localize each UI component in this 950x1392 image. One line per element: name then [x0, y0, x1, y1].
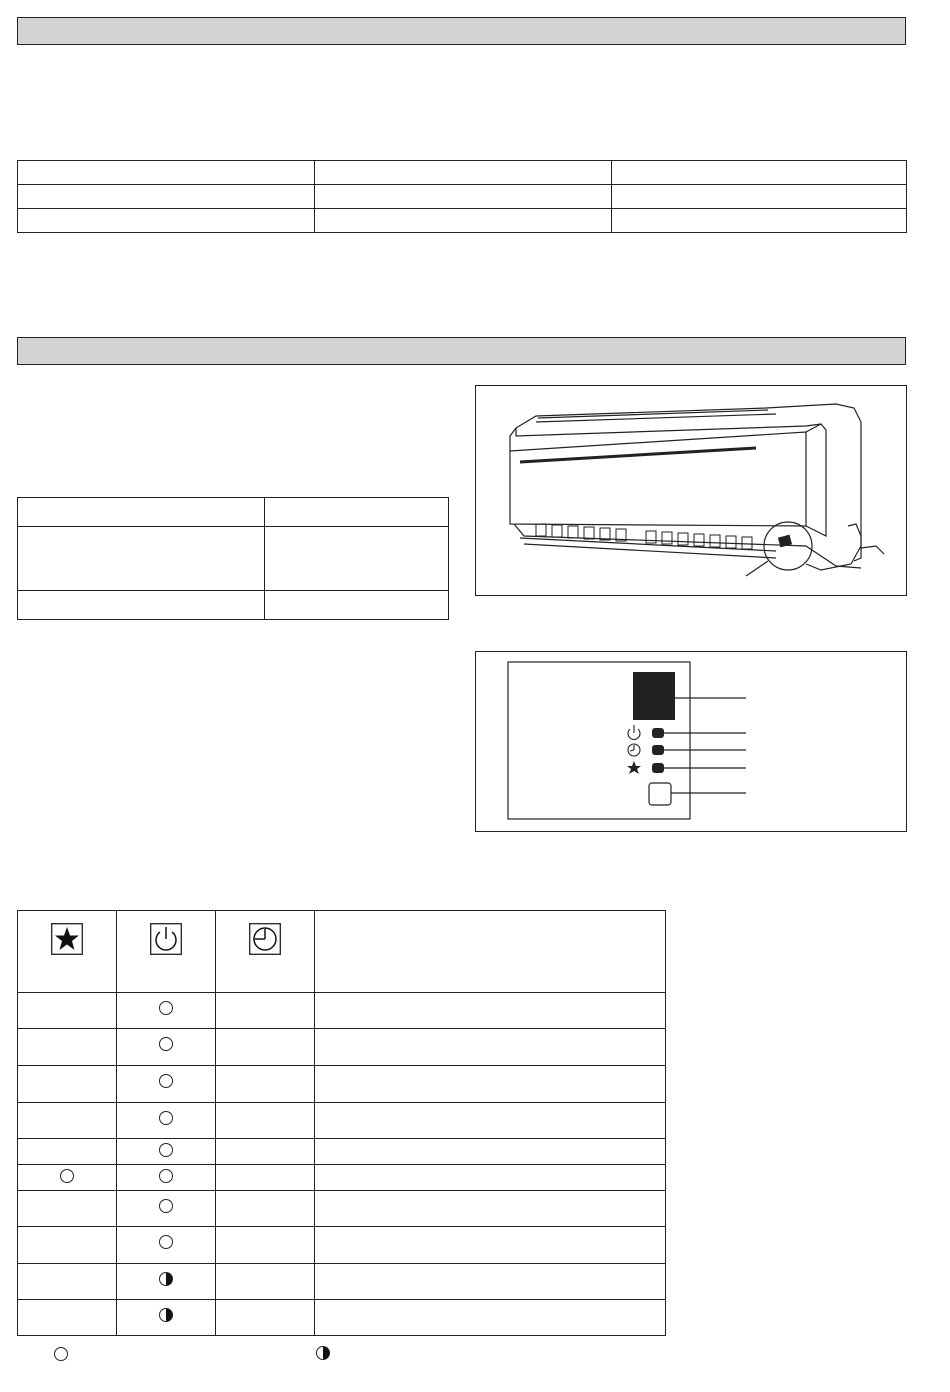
star-status-cell: [18, 1103, 117, 1139]
power-status-cell: [117, 1227, 216, 1264]
description-cell: [315, 1264, 666, 1300]
header-description-cell: [315, 911, 666, 993]
indicator-table-row: [18, 993, 666, 1029]
description-cell: [315, 1139, 666, 1165]
star-icon: [51, 923, 83, 955]
description-cell: [315, 993, 666, 1029]
power-status-cell: [117, 1191, 216, 1227]
indicator-panel-illustration: [476, 652, 906, 831]
blinking-indicator-icon: [159, 1308, 173, 1322]
star-icon: [627, 761, 641, 774]
timer-status-cell: [216, 1227, 315, 1264]
description-cell: [315, 1066, 666, 1103]
power-status-cell: [117, 1139, 216, 1165]
timer-status-cell: [216, 993, 315, 1029]
lit-indicator-icon: [60, 1169, 74, 1183]
indicator-table-row: [18, 1264, 666, 1300]
timer-icon: [249, 923, 281, 955]
timer-status-cell: [216, 1066, 315, 1103]
lit-indicator-icon: [159, 1111, 173, 1125]
timer-status-cell: [216, 1165, 315, 1191]
timer-icon: [628, 744, 640, 756]
power-status-cell: [117, 1029, 216, 1066]
power-icon: [150, 923, 182, 955]
power-status-cell: [117, 1103, 216, 1139]
lit-indicator-icon: [159, 1169, 173, 1183]
header-timer-cell: [216, 911, 315, 993]
lit-indicator-icon: [159, 1074, 173, 1088]
timer-status-cell: [216, 1300, 315, 1336]
spec-table-2: [17, 497, 449, 620]
indicator-status-table: [17, 910, 666, 1336]
star-status-cell: [18, 1029, 117, 1066]
spec-table-1: [17, 160, 907, 233]
timer-status-cell: [216, 1139, 315, 1165]
star-status-cell: [18, 1139, 117, 1165]
description-cell: [315, 1029, 666, 1066]
header-star-cell: [18, 911, 117, 993]
power-status-cell: [117, 1165, 216, 1191]
legend-on-symbol: [54, 1347, 68, 1361]
indoor-unit-figure: [475, 385, 907, 596]
power-status-cell: [117, 993, 216, 1029]
header-power-cell: [117, 911, 216, 993]
lit-indicator-icon: [159, 1235, 173, 1249]
legend-blink-symbol: [316, 1346, 330, 1360]
star-status-cell: [18, 1227, 117, 1264]
description-cell: [315, 1300, 666, 1336]
star-status-cell: [18, 1191, 117, 1227]
indicator-table-row: [18, 1191, 666, 1227]
indicator-table-row: [18, 1227, 666, 1264]
timer-status-cell: [216, 1264, 315, 1300]
star-status-cell: [18, 1066, 117, 1103]
blinking-indicator-icon: [159, 1272, 173, 1286]
star-status-cell: [18, 993, 117, 1029]
description-cell: [315, 1227, 666, 1264]
section-header-bar-2: [17, 337, 906, 365]
description-cell: [315, 1103, 666, 1139]
timer-status-cell: [216, 1103, 315, 1139]
lit-indicator-icon: [159, 1001, 173, 1015]
indicator-table-row: [18, 1165, 666, 1191]
section-header-bar-1: [17, 17, 906, 45]
indicator-table-row: [18, 1103, 666, 1139]
star-status-cell: [18, 1300, 117, 1336]
indicator-table-row: [18, 1300, 666, 1336]
lit-indicator-icon: [159, 1037, 173, 1051]
indicator-table-row: [18, 1139, 666, 1165]
star-status-cell: [18, 1264, 117, 1300]
description-cell: [315, 1165, 666, 1191]
power-status-cell: [117, 1300, 216, 1336]
lit-indicator-icon: [159, 1199, 173, 1213]
star-status-cell: [18, 1165, 117, 1191]
power-status-cell: [117, 1066, 216, 1103]
indicator-panel-figure: [475, 651, 907, 832]
lit-indicator-icon: [159, 1143, 173, 1157]
indoor-unit-illustration: [476, 386, 906, 595]
power-icon: [628, 725, 640, 739]
power-status-cell: [117, 1264, 216, 1300]
description-cell: [315, 1191, 666, 1227]
indicator-table-row: [18, 1029, 666, 1066]
timer-status-cell: [216, 1029, 315, 1066]
indicator-table-row: [18, 1066, 666, 1103]
timer-status-cell: [216, 1191, 315, 1227]
